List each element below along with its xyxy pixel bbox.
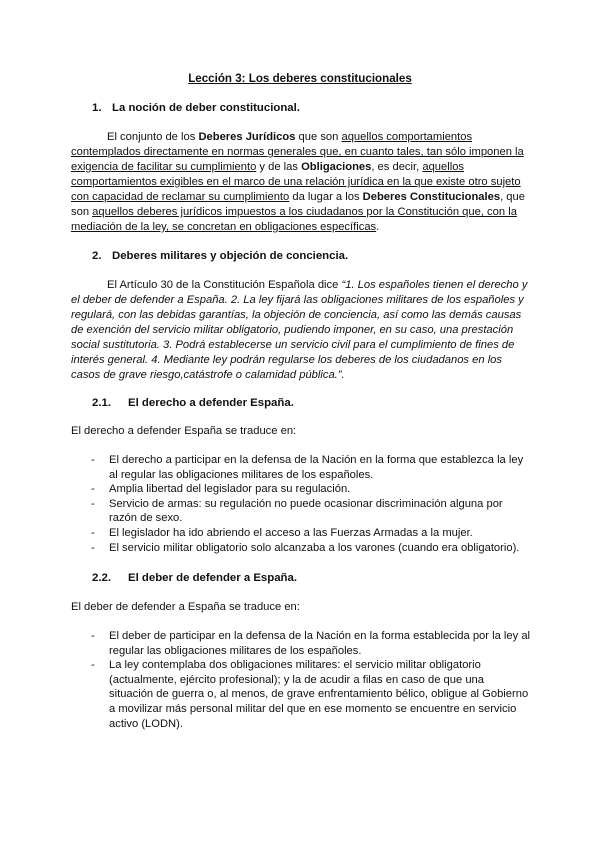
section-2-1-title: El derecho a defender España.: [128, 397, 294, 409]
section-1-paragraph: El conjunto de los Deberes Jurídicos que son aquellos comportamientos contemplados directamente en normas generales que, en cuanto tales, tan sólo imponen la exigencia de facilitar su cumplimiento y de las Obligaciones, es decir, aquellos comportamientos exigibles en el marco de una relación jurídica en la que existe otro sujeto con capacidad de reclamar su cumplimiento da lugar a los Deberes Constitucionales, que son aquellos deberes jurídicos impuestos a los ciudadanos por la Constitución que, con la mediación de la ley, se concretan en obligaciones específicas.: [71, 131, 525, 233]
section-2-paragraph: El Artículo 30 de la Constitución Española dice “1. Los españoles tienen el derecho y el deber de defender a España. 2. La ley fijará las obligaciones militares de los españoles y regulará, con las debidas garantías, la objeción de conciencia, así como las demás causas de exención del servicio militar obligatorio, pudiendo imponer, en su caso, una prestación social sustitutoria. 3. Podrá establecerse un servicio civil para el cumplimiento de fines de interés general. 4. Mediante ley podrán regularse los deberes de los ciudadanos en los casos de grave riesgo,catástrofe o calamidad pública.”.: [71, 279, 528, 381]
section-1-number: 1.: [92, 102, 102, 114]
section-2-1-heading: [92, 397, 294, 409]
page-title: Lección 3: Los deberes constitucionales: [188, 72, 412, 85]
list-item: - El servicio militar obligatorio solo alcanzaba a los varones (cuando era obligatorio).: [91, 541, 531, 556]
section-2-1-number: 2.1.: [92, 397, 111, 409]
section-2-2-heading: [92, 572, 297, 584]
section-2-heading: [92, 250, 348, 262]
section-2-1-intro: El derecho a defender España se traduce en:: [71, 425, 297, 437]
section-2-title: Deberes militares y objeción de conciencia.: [112, 250, 349, 262]
section-2-2-number: 2.2.: [92, 572, 111, 584]
section-2-number: 2.: [92, 250, 102, 262]
section-2-2-title: El deber de defender a España.: [128, 572, 298, 584]
term-deberes-constitucionales: Deberes Constitucionales: [362, 191, 501, 203]
definition-deberes-juridicos: aquellos comportamientos contemplados directamente en normas generales que, en cuanto tales, tan sólo imponen la exigencia de facilitar su cumplimiento: [71, 131, 524, 173]
list-item: - El deber de participar en la defensa de la Nación en la forma establecida por la ley al regular las obligaciones militares de los españoles.: [91, 629, 531, 658]
section-2-2-list: [91, 629, 531, 731]
list-item: - La ley contemplaba dos obligaciones militares: el servicio militar obligatorio (actualmente, ejército profesional); y la de acudir a filas en caso de que una situación de guerra o, al menos, de grave enfrentamiento bélico, obligue al Gobierno a movilizar más personal militar del que en ese momento se encuentre en servicio activo (LODN).: [91, 658, 531, 731]
list-item: - El derecho a participar en la defensa de la Nación en la forma que establezca la ley al regular las obligaciones militares de los españoles.: [91, 453, 531, 482]
list-item: - Amplia libertad del legislador para su regulación.: [91, 482, 531, 497]
section-2-1-list: [91, 453, 531, 555]
term-obligaciones: Obligaciones: [301, 161, 372, 173]
definition-deberes-constitucionales: aquellos deberes jurídicos impuestos a los ciudadanos por la Constitución que, con la mediación de la ley, se concretan en obligaciones específicas: [71, 206, 517, 233]
section-1-heading: [92, 102, 300, 114]
section-2-2-intro: El deber de defender a España se traduce en:: [71, 601, 300, 613]
definition-obligaciones: aquellos comportamientos exigibles en el marco de una relación jurídica en la que existe otro sujeto con capacidad de reclamar su cumplimiento: [71, 161, 521, 203]
list-item: - El legislador ha ido abriendo el acceso a las Fuerzas Armadas a la mujer.: [91, 526, 531, 541]
constitution-article-30-quote: “1. Los españoles tienen el derecho y el deber de defender a España. 2. La ley fijará las obligaciones militares de los españoles y regulará, con las debidas garantías, la objeción de conciencia, así como las demás causas de exención del servicio militar obligatorio, pudiendo imponer, en su caso, una prestación social sustitutoria. 3. Podrá establecerse un servicio civil para el cumplimiento de fines de interés general. 4. Mediante ley podrán regularse los deberes de los ciudadanos en los casos de grave riesgo,catástrofe o calamidad pública.”.: [71, 279, 528, 381]
list-item: - Servicio de armas: su regulación no puede ocasionar discriminación alguna por razón de sexo.: [91, 497, 531, 526]
section-1-title: La noción de deber constitucional.: [112, 102, 300, 114]
term-deberes-juridicos: Deberes Jurídicos: [198, 131, 296, 143]
